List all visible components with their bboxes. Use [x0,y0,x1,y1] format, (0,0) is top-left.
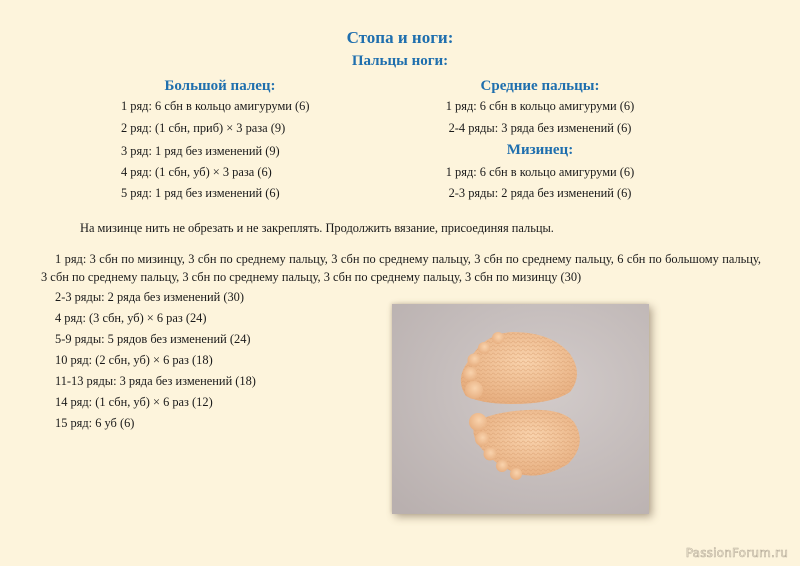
little-toe-row: 1 ряд: 6 сбн в кольцо амигуруми (6) [445,165,635,179]
middle-toes-row: 2-4 ряды: 3 ряда без изменений (6) [448,121,632,135]
big-toe-row: 4 ряд: (1 сбн, уб) × 3 раза (6) [121,165,272,179]
instruction-note: На мизинце нить не обрезать и не закреплять. Продолжить вязание, присоединяя пальцы. [80,221,554,235]
little-toe-row: 2-3 ряды: 2 ряда без изменений (6) [448,186,632,200]
crochet-feet-photo [392,304,649,514]
little-toe-heading: Мизинец: [506,142,574,158]
foot-row: 10 ряд: (2 сбн, уб) × 6 раз (18) [55,353,213,367]
big-toe-row: 3 ряд: 1 ряд без изменений (9) [121,144,280,158]
foot-row: 15 ряд: 6 уб (6) [55,416,135,430]
crochet-feet-illustration [392,304,649,514]
foot-row: 5-9 ряды: 5 рядов без изменений (24) [55,332,251,346]
watermark: PassionForum.ru [685,546,788,560]
big-toe-row: 2 ряд: (1 сбн, приб) × 3 раза (9) [121,121,286,135]
big-toe-heading: Большой палец: [164,78,276,94]
big-toe-row: 1 ряд: 6 сбн в кольцо амигуруми (6) [121,99,310,113]
foot-row: 11-13 ряды: 3 ряда без изменений (18) [55,374,256,388]
foot-row: 14 ряд: (1 сбн, уб) × 6 раз (12) [55,395,213,409]
section-subtitle: Пальцы ноги: [351,53,449,69]
foot-row-1: 1 ряд: 3 сбн по мизинцу, 3 сбн по среднему пальцу, 3 сбн по среднему пальцу, 3 сбн по среднему пальцу, 6 сбн по большому пальцу, 3 сбн по среднему пальцу, 3 сбн по среднему пальцу, 3 сбн по среднему пальцу, 3 сбн по мизинцу (30) [41,252,761,284]
page-title: Стопа и ноги: [346,28,454,47]
foot-row: 4 ряд: (3 сбн, уб) × 6 раз (24) [55,311,207,325]
middle-toes-row: 1 ряд: 6 сбн в кольцо амигуруми (6) [445,99,635,113]
foot-row: 2-3 ряды: 2 ряда без изменений (30) [55,290,245,304]
big-toe-row: 5 ряд: 1 ряд без изменений (6) [121,186,280,200]
middle-toes-heading: Средние пальцы: [480,78,600,94]
